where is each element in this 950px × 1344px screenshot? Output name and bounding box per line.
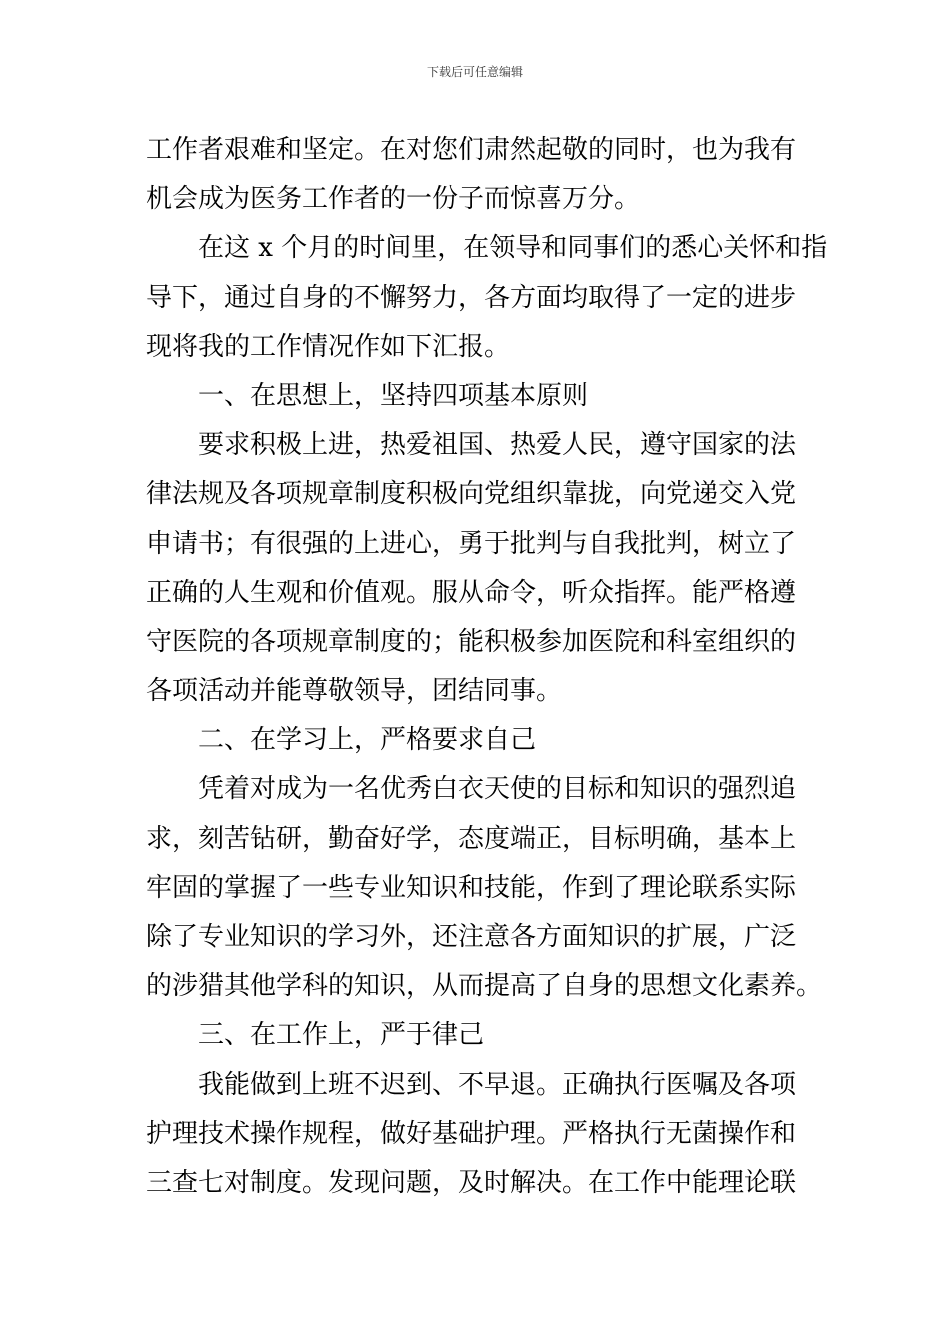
- document-body: [146, 126, 828, 1208]
- body-line: 求，刻苦钻研，勤奋好学，态度端正，目标明确，基本上: [146, 823, 797, 854]
- body-line: 守医院的各项规章制度的；能积极参加医院和科室组织的: [146, 626, 797, 657]
- body-line: 申请书；有很强的上进心，勇于批判与自我批判，树立了: [146, 528, 797, 559]
- paragraph-start-line: 凭着对成为一名优秀白衣天使的目标和知识的强烈追: [198, 774, 797, 805]
- body-line: 护理技术操作规程，做好基础护理。严格执行无菌操作和: [146, 1118, 797, 1149]
- body-line: 除了专业知识的学习外，还注意各方面知识的扩展，广泛: [146, 922, 797, 952]
- paragraph-start-line: 在这 x 个月的时间里，在领导和同事们的悉心关怀和指: [198, 233, 828, 264]
- body-line: 律法规及各项规章制度积极向党组织靠拢，向党递交入党: [146, 479, 797, 510]
- body-line: 三查七对制度。发现问题，及时解决。在工作中能理论联: [146, 1167, 797, 1198]
- section-heading: 一、在思想上，坚持四项基本原则: [198, 380, 589, 411]
- body-line: 工作者艰难和坚定。在对您们肃然起敬的同时，也为我有: [146, 135, 797, 165]
- paragraph-start-line: 我能做到上班不迟到、不早退。正确执行医嘱及各项: [198, 1069, 797, 1100]
- section-heading: 二、在学习上，严格要求自己: [198, 725, 537, 756]
- body-line: 机会成为医务工作者的一份子而惊喜万分。: [146, 184, 641, 215]
- body-line: 牢固的掌握了一些专业知识和技能，作到了理论联系实际: [146, 872, 797, 903]
- body-line: 现将我的工作情况作如下汇报。: [146, 331, 511, 362]
- paragraph-start-line: 要求积极上进，热爱祖国、热爱人民，遵守国家的法: [198, 430, 797, 461]
- body-line: 正确的人生观和价值观。服从命令，听众指挥。能严格遵: [146, 577, 797, 608]
- body-line: 的涉猎其他学科的知识，从而提高了自身的思想文化素养。: [146, 971, 823, 1002]
- body-line: 导下，通过自身的不懈努力，各方面均取得了一定的进步: [146, 282, 797, 313]
- page-header: 下载后可任意编辑: [426, 65, 523, 79]
- section-heading: 三、在工作上，严于律己: [198, 1020, 485, 1051]
- body-line: 各项活动并能尊敬领导，团结同事。: [146, 676, 563, 707]
